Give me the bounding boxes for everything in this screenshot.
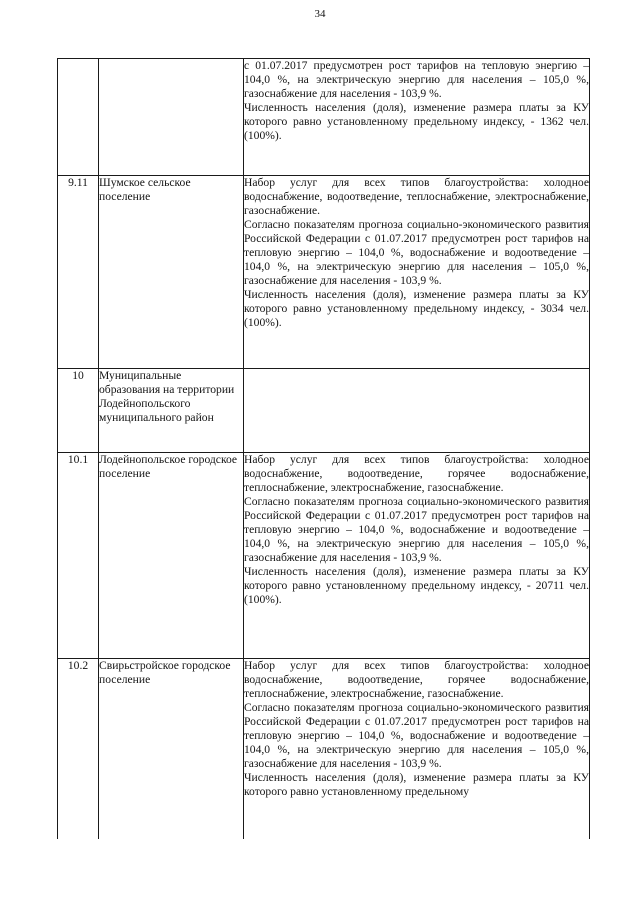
settlement-name: Муниципальные образования на территории Лодейнопольского муниципального район [99,369,244,453]
paragraph: Набор услуг для всех типов благоустройства: холодное водоснабжение, водоотведение, горячее водоснабжение, теплоснабжение, электроснабжение, газоснабжение. [244,453,589,494]
paragraph: Численность населения (доля), изменение размера платы за КУ которого равно установленному предельному индексу, - 3034 чел. (100%). [244,288,589,329]
description-cell [244,59,590,176]
row-number [58,59,99,176]
paragraph: Согласно показателям прогноза социально-экономического развития Российской Федерации с 01.07.2017 предусмотрен рост тарифов на тепловую энергию – 104,0 %, водоснабжение и водоотведение – 104,0 %, на электрическую энергию для населения – 105,0 %, газоснабжение для населения - 103,9 %. [244,218,589,287]
paragraph: Набор услуг для всех типов благоустройства: холодное водоснабжение, водоотведение, горячее водоснабжение, теплоснабжение, электроснабжение, газоснабжение. [244,659,589,700]
row-number: 10.2 [58,659,99,839]
description-cell [244,176,590,369]
paragraph: Численность населения (доля), изменение размера платы за КУ которого равно установленному предельному индексу, - 20711 чел. (100%). [244,565,589,606]
settlement-name: Шумское сельское поселение [99,176,244,369]
table-row [58,453,590,659]
tariff-table [57,58,590,839]
paragraph: Численность населения (доля), изменение размера платы за КУ которого равно установленному предельному [244,771,589,798]
paragraph: Набор услуг для всех типов благоустройства: холодное водоснабжение, водоотведение, теплоснабжение, электроснабжение, газоснабжение. [244,176,589,217]
settlement-name [99,59,244,176]
description-cell [244,369,590,453]
table-row [58,59,590,176]
row-number: 9.11 [58,176,99,369]
page-number: 34 [314,8,326,20]
paragraph: Согласно показателям прогноза социально-экономического развития Российской Федерации с 01.07.2017 предусмотрен рост тарифов на тепловую энергию – 104,0 %, водоснабжение и водоотведение – 104,0 %, на электрическую энергию для населения – 105,0 %, газоснабжение для населения - 103,9 %. [244,495,589,564]
table-row [58,659,590,839]
settlement-name: Лодейнопольское городское поселение [99,453,244,659]
paragraph: Согласно показателям прогноза социально-экономического развития Российской Федерации с 01.07.2017 предусмотрен рост тарифов на тепловую энергию – 104,0 %, водоснабжение и водоотведение – 104,0 %, на электрическую энергию для населения – 105,0 %, газоснабжение для населения - 103,9 %. [244,701,589,770]
row-number: 10.1 [58,453,99,659]
description-cell [244,659,590,839]
table-row [58,176,590,369]
table-row [58,369,590,453]
row-number: 10 [58,369,99,453]
paragraph: Численность населения (доля), изменение размера платы за КУ которого равно установленному предельному индексу, - 1362 чел. (100%). [244,101,589,142]
description-cell [244,453,590,659]
paragraph: с 01.07.2017 предусмотрен рост тарифов на тепловую энергию – 104,0 %, на электрическую энергию для населения – 105,0 %, газоснабжение для населения - 103,9 %. [244,59,589,100]
settlement-name: Свирьстройское городское поселение [99,659,244,839]
